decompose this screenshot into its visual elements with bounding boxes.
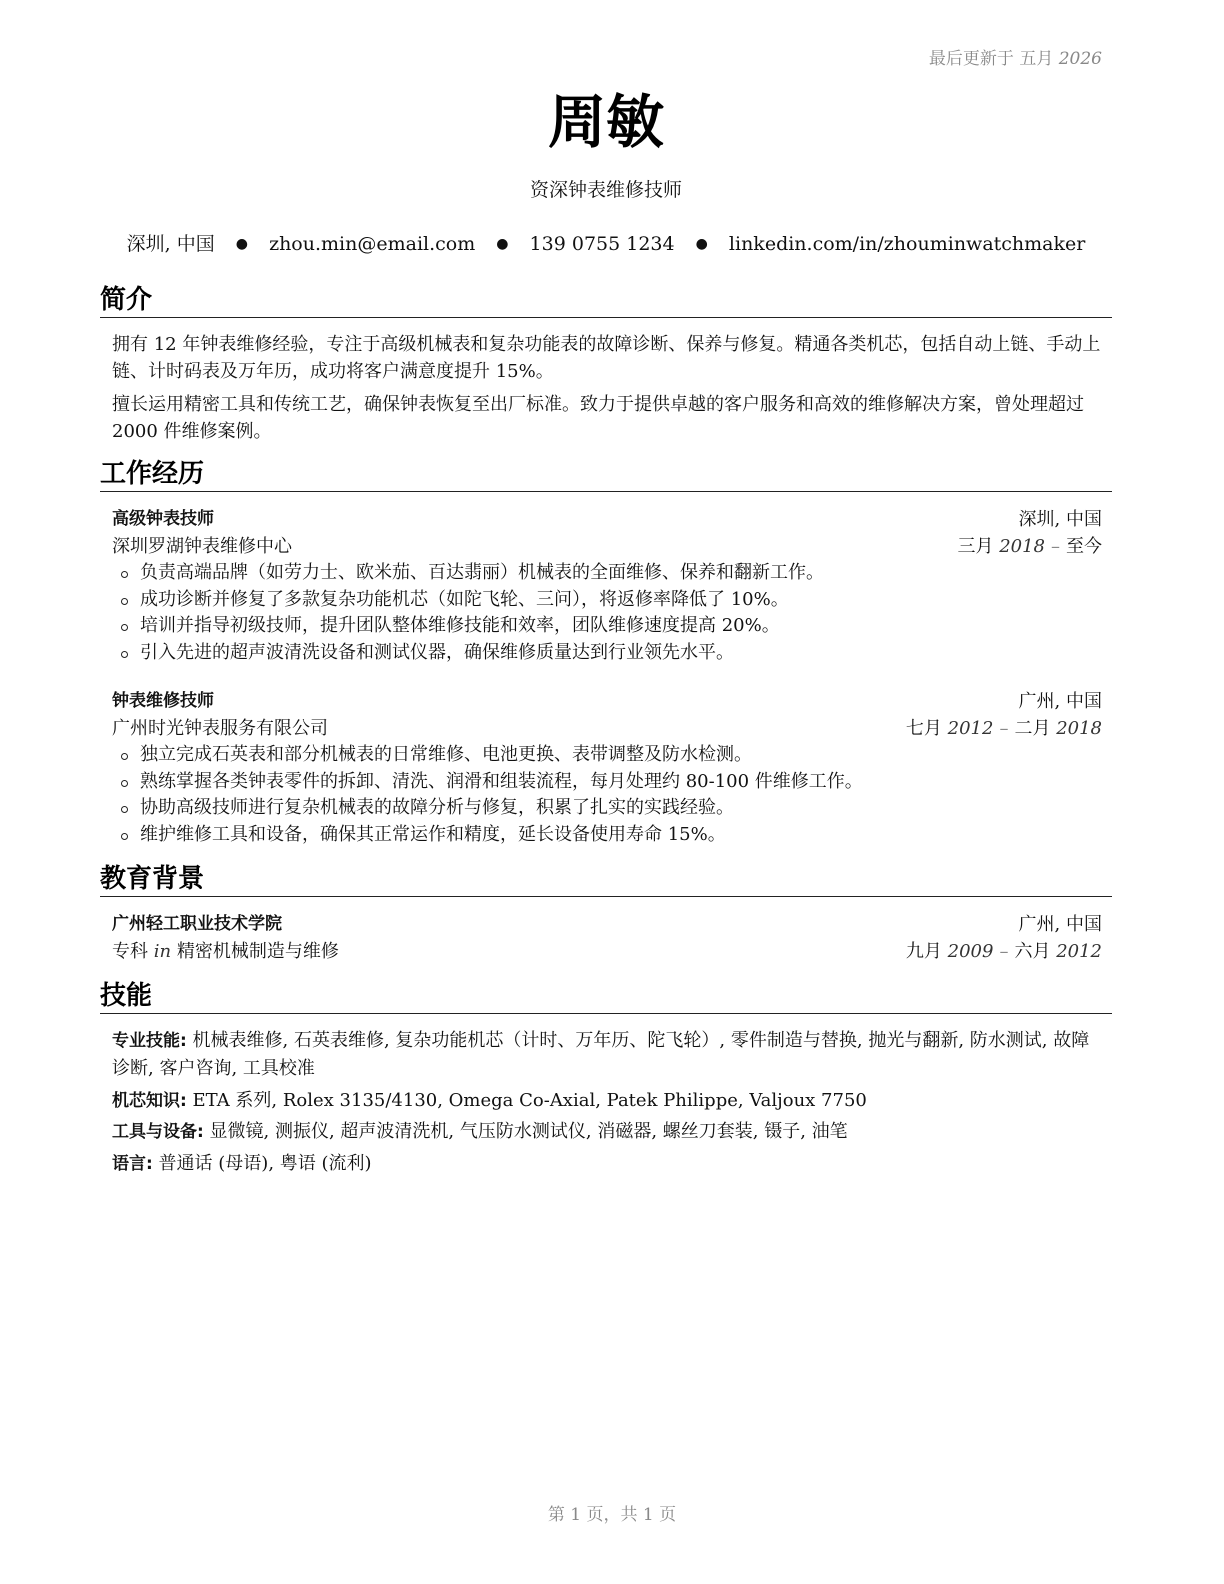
list-item: 引入先进的超声波清洗设备和测试仪器，确保维修质量达到行业领先水平。 bbox=[112, 640, 1102, 667]
edu-start-year: 2009 bbox=[947, 941, 994, 962]
last-updated-year: 2026 bbox=[1058, 49, 1102, 69]
job-start-year: 2018 bbox=[999, 536, 1045, 557]
job-header bbox=[112, 506, 1102, 533]
summary-body bbox=[112, 331, 1104, 451]
job-start-year: 2012 bbox=[947, 718, 994, 739]
last-updated-label: 最后更新于 bbox=[928, 49, 1014, 69]
skill-label: 机芯知识: bbox=[112, 1091, 187, 1111]
resume-page bbox=[100, 0, 1112, 1584]
job-start-month: 三月 bbox=[957, 536, 994, 557]
job-start-month: 七月 bbox=[905, 718, 942, 739]
major: 精密机械制造与维修 bbox=[176, 941, 339, 962]
job-company: 深圳罗湖钟表维修中心 bbox=[112, 536, 292, 557]
skill-label: 工具与设备: bbox=[112, 1122, 204, 1142]
list-item: 独立完成石英表和部分机械表的日常维修、电池更换、表带调整及防水检测。 bbox=[112, 742, 1102, 769]
experience-heading: 工作经历 bbox=[100, 457, 1112, 492]
school-name: 广州轻工职业技术学院 bbox=[112, 914, 282, 934]
job-role: 高级钟表技师 bbox=[112, 509, 214, 529]
summary-heading: 简介 bbox=[100, 283, 1112, 318]
list-item: 成功诊断并修复了多款复杂功能机芯（如陀飞轮、三问），将返修率降低了 10%。 bbox=[112, 587, 1102, 614]
last-updated bbox=[929, 44, 1102, 69]
skill-label: 语言: bbox=[112, 1154, 153, 1174]
skill-line bbox=[112, 1087, 1104, 1115]
job-end: 至今 bbox=[1066, 536, 1102, 557]
job-dates bbox=[957, 533, 1102, 560]
contact-phone[interactable]: 139 0755 1234 bbox=[529, 233, 675, 255]
skill-label: 专业技能: bbox=[112, 1031, 187, 1051]
degree-in: in bbox=[153, 941, 172, 962]
job-subheader bbox=[112, 715, 1102, 742]
list-item: 培训并指导初级技师，提升团队整体维修技能和效率，团队维修速度提高 20%。 bbox=[112, 613, 1102, 640]
education-dates bbox=[906, 938, 1102, 965]
edu-end-year: 2012 bbox=[1056, 941, 1102, 962]
candidate-title: 资深钟表维修技师 bbox=[529, 179, 682, 201]
date-dash: – bbox=[999, 718, 1009, 739]
skills-heading: 技能 bbox=[100, 979, 1112, 1014]
skill-line bbox=[112, 1027, 1104, 1082]
school-location: 广州, 中国 bbox=[1018, 914, 1102, 935]
date-dash: – bbox=[999, 941, 1009, 962]
date-dash: – bbox=[1051, 536, 1060, 557]
job-role: 钟表维修技师 bbox=[112, 691, 214, 711]
summary-paragraph: 擅长运用精密工具和传统工艺，确保钟表恢复至出厂标准。致力于提供卓越的客户服务和高效的维修解决方案，曾处理超过 2000 件维修案例。 bbox=[112, 394, 1084, 442]
education-header bbox=[112, 911, 1102, 938]
list-item: 负责高端品牌（如劳力士、欧米茄、百达翡丽）机械表的全面维修、保养和翻新工作。 bbox=[112, 560, 1102, 587]
skill-value: ETA 系列, Rolex 3135/4130, Omega Co-Axial, Patek Philippe, Valjoux 7750 bbox=[192, 1090, 867, 1111]
skill-value: 机械表维修, 石英表维修, 复杂功能机芯（计时、万年历、陀飞轮）, 零件制造与替换, 抛光与翻新, 防水测试, 故障诊断, 客户咨询, 工具校准 bbox=[112, 1030, 1090, 1079]
separator-dot: ● bbox=[496, 236, 509, 252]
job-subheader bbox=[112, 533, 1102, 560]
page-footer: 第 1 页，共 1 页 bbox=[547, 1505, 677, 1525]
degree-line bbox=[112, 938, 339, 965]
job-bullets bbox=[112, 560, 1102, 666]
job-company: 广州时光钟表服务有限公司 bbox=[112, 718, 328, 739]
job-dates bbox=[906, 715, 1102, 742]
edu-start-month: 九月 bbox=[905, 941, 942, 962]
list-item: 熟练掌握各类钟表零件的拆卸、清洗、润滑和组装流程，每月处理约 80-100 件维修工作。 bbox=[112, 769, 1102, 796]
skill-value: 普通话 (母语), 粤语 (流利) bbox=[158, 1153, 372, 1174]
last-updated-month: 五月 bbox=[1019, 49, 1054, 69]
contact-email[interactable]: zhou.min@email.com bbox=[269, 233, 476, 255]
separator-dot: ● bbox=[235, 236, 249, 252]
education-subheader bbox=[112, 938, 1102, 965]
skill-line bbox=[112, 1150, 1104, 1178]
edu-end-month: 六月 bbox=[1014, 941, 1051, 962]
skill-line bbox=[112, 1118, 1104, 1146]
education-heading: 教育背景 bbox=[100, 862, 1112, 897]
contact-line bbox=[100, 230, 1112, 260]
skill-value: 显微镜, 测振仪, 超声波清洗机, 气压防水测试仪, 消磁器, 螺丝刀套装, 镊子, 油笔 bbox=[209, 1121, 848, 1142]
contact-location: 深圳, 中国 bbox=[126, 233, 215, 255]
list-item: 协助高级技师进行复杂机械表的故障分析与修复，积累了扎实的实践经验。 bbox=[112, 795, 1102, 822]
separator-dot: ● bbox=[695, 236, 708, 252]
candidate-name: 周敏 bbox=[547, 88, 664, 156]
job-header bbox=[112, 688, 1102, 715]
job-end-month: 二月 bbox=[1014, 718, 1051, 739]
list-item: 维护维修工具和设备，确保其正常运作和精度，延长设备使用寿命 15%。 bbox=[112, 822, 1102, 849]
job-location: 广州, 中国 bbox=[1018, 691, 1102, 712]
job-bullets bbox=[112, 742, 1102, 848]
job-end-year: 2018 bbox=[1056, 718, 1102, 739]
job-location: 深圳, 中国 bbox=[1018, 509, 1102, 530]
summary-paragraph: 拥有 12 年钟表维修经验，专注于高级机械表和复杂功能表的故障诊断、保养与修复。精通各类机芯，包括自动上链、手动上链、计时码表及万年历，成功将客户满意度提升 15%。 bbox=[112, 334, 1101, 382]
degree: 专科 bbox=[112, 941, 148, 962]
contact-linkedin[interactable]: linkedin.com/in/zhouminwatchmaker bbox=[728, 233, 1086, 255]
